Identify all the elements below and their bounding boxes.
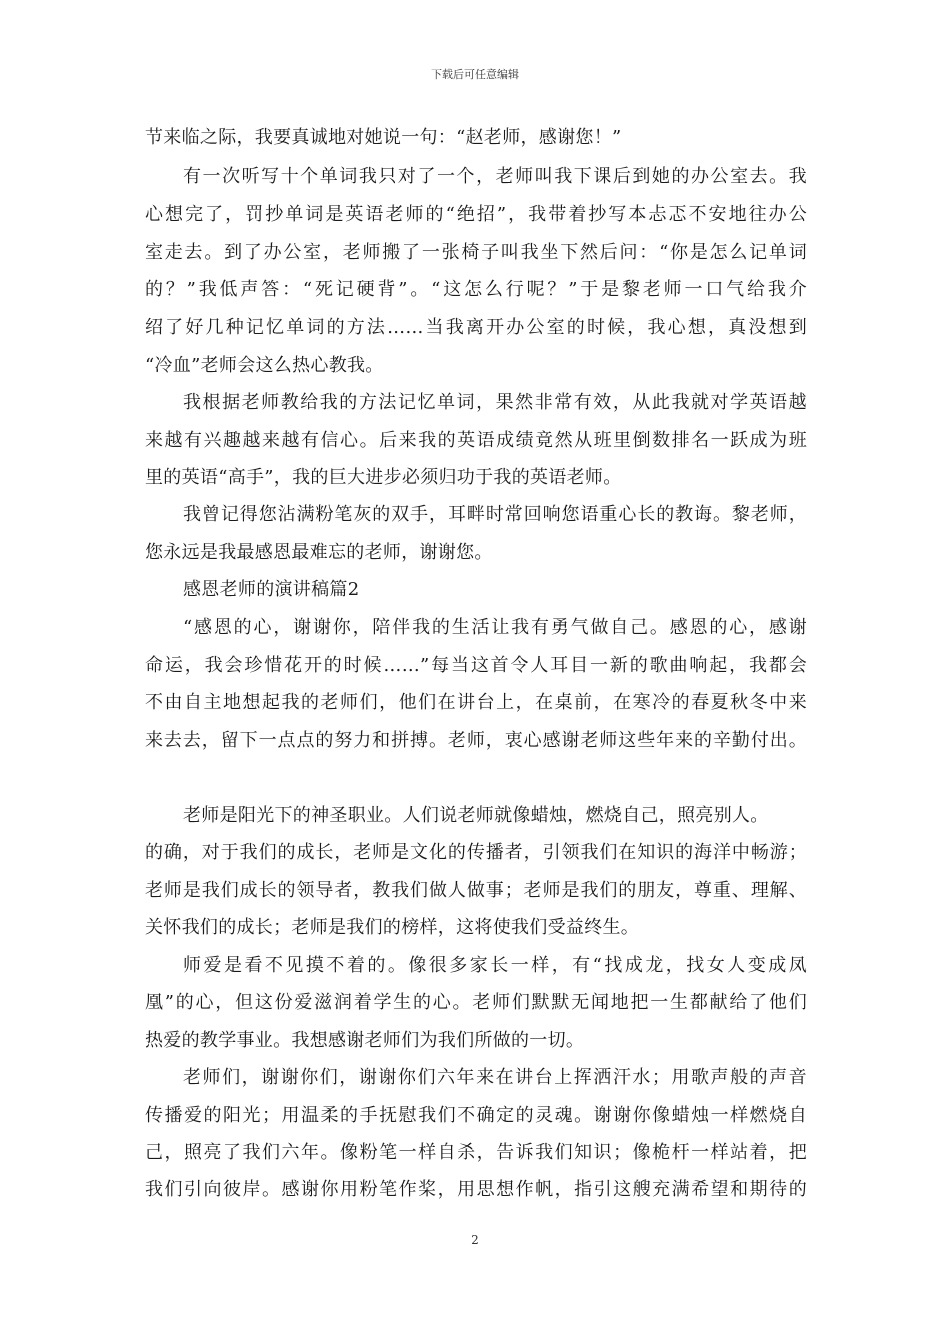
text-line: 热爱的教学事业。我想感谢老师们为我们所做的一切。 [145,1030,585,1051]
text-line: 的？”我低声答：“死记硬背”。“这怎么行呢？”于是黎老师一口气给我介 [145,279,807,300]
text-line: 老师是阳光下的神圣职业。人们说老师就像蜡烛，燃烧自己，照亮别人。 [183,805,769,826]
text-line: 绍了好几种记忆单词的方法……当我离开办公室的时候，我心想，真没想到 [145,317,807,338]
text-line: 凰”的心，但这份爱滋润着学生的心。老师们默默无闻地把一生都献给了他们 [145,992,807,1013]
text-line: 有一次听写十个单词我只对了一个，老师叫我下课后到她的办公室去。我 [183,166,807,187]
page-header: 下载后可任意编辑 [431,68,519,81]
text-line: 您永远是我最感恩最难忘的老师，谢谢您。 [145,542,493,563]
text-line: 室走去。到了办公室，老师搬了一张椅子叫我坐下然后问：“你是怎么记单词 [145,242,807,263]
text-line: 我根据老师教给我的方法记忆单词，果然非常有效，从此我就对学英语越 [183,392,807,413]
text-line: 传播爱的阳光；用温柔的手抚慰我们不确定的灵魂。谢谢你像蜡烛一样燃烧自 [145,1105,807,1126]
text-line: 师爱是看不见摸不着的。像很多家长一样，有“找成龙，找女人变成凤 [183,955,807,976]
text-line: 关怀我们的成长；老师是我们的榜样，这将使我们受益终生。 [145,917,640,938]
text-line: “冷血”老师会这么热心教我。 [145,355,384,376]
text-line: 己，照亮了我们六年。像粉笔一样自杀，告诉我们知识；像桅杆一样站着，把 [145,1142,807,1163]
text-line: 老师是我们成长的领导者，教我们做人做事；老师是我们的朋友，尊重、理解、 [145,880,807,901]
text-line: 我曾记得您沾满粉笔灰的双手，耳畔时常回响您语重心长的教诲。黎老师， [183,504,807,525]
text-line: 来越有兴趣越来越有信心。后来我的英语成绩竟然从班里倒数排名一跃成为班 [145,430,807,451]
page-number: 2 [471,1233,479,1247]
text-line: 来去去，留下一点点的努力和拼搏。老师，衷心感谢老师这些年来的辛勤付出。 [145,730,807,751]
text-line: 节来临之际，我要真诚地对她说一句：“赵老师，感谢您！” [145,127,622,148]
text-line: “感恩的心，谢谢你，陪伴我的生活让我有勇气做自己。感恩的心，感谢 [183,617,807,638]
section-heading: 感恩老师的演讲稿篇2 [183,579,360,600]
text-line: 里的英语“高手”，我的巨大进步必须归功于我的英语老师。 [145,467,622,488]
text-line: 心想完了，罚抄单词是英语老师的“绝招”，我带着抄写本忐忑不安地往办公 [145,204,807,225]
text-line: 老师们，谢谢你们，谢谢你们六年来在讲台上挥洒汗水；用歌声般的声音 [183,1067,807,1088]
text-line: 的确，对于我们的成长，老师是文化的传播者，引领我们在知识的海洋中畅游； [145,842,807,863]
text-line: 我们引向彼岸。感谢你用粉笔作桨，用思想作帆，指引这艘充满希望和期待的 [145,1179,807,1200]
text-line: 不由自主地想起我的老师们，他们在讲台上，在桌前，在寒冷的春夏秋冬中来 [145,692,807,713]
text-line: 命运，我会珍惜花开的时候……”每当这首令人耳目一新的歌曲响起，我都会 [145,655,807,676]
